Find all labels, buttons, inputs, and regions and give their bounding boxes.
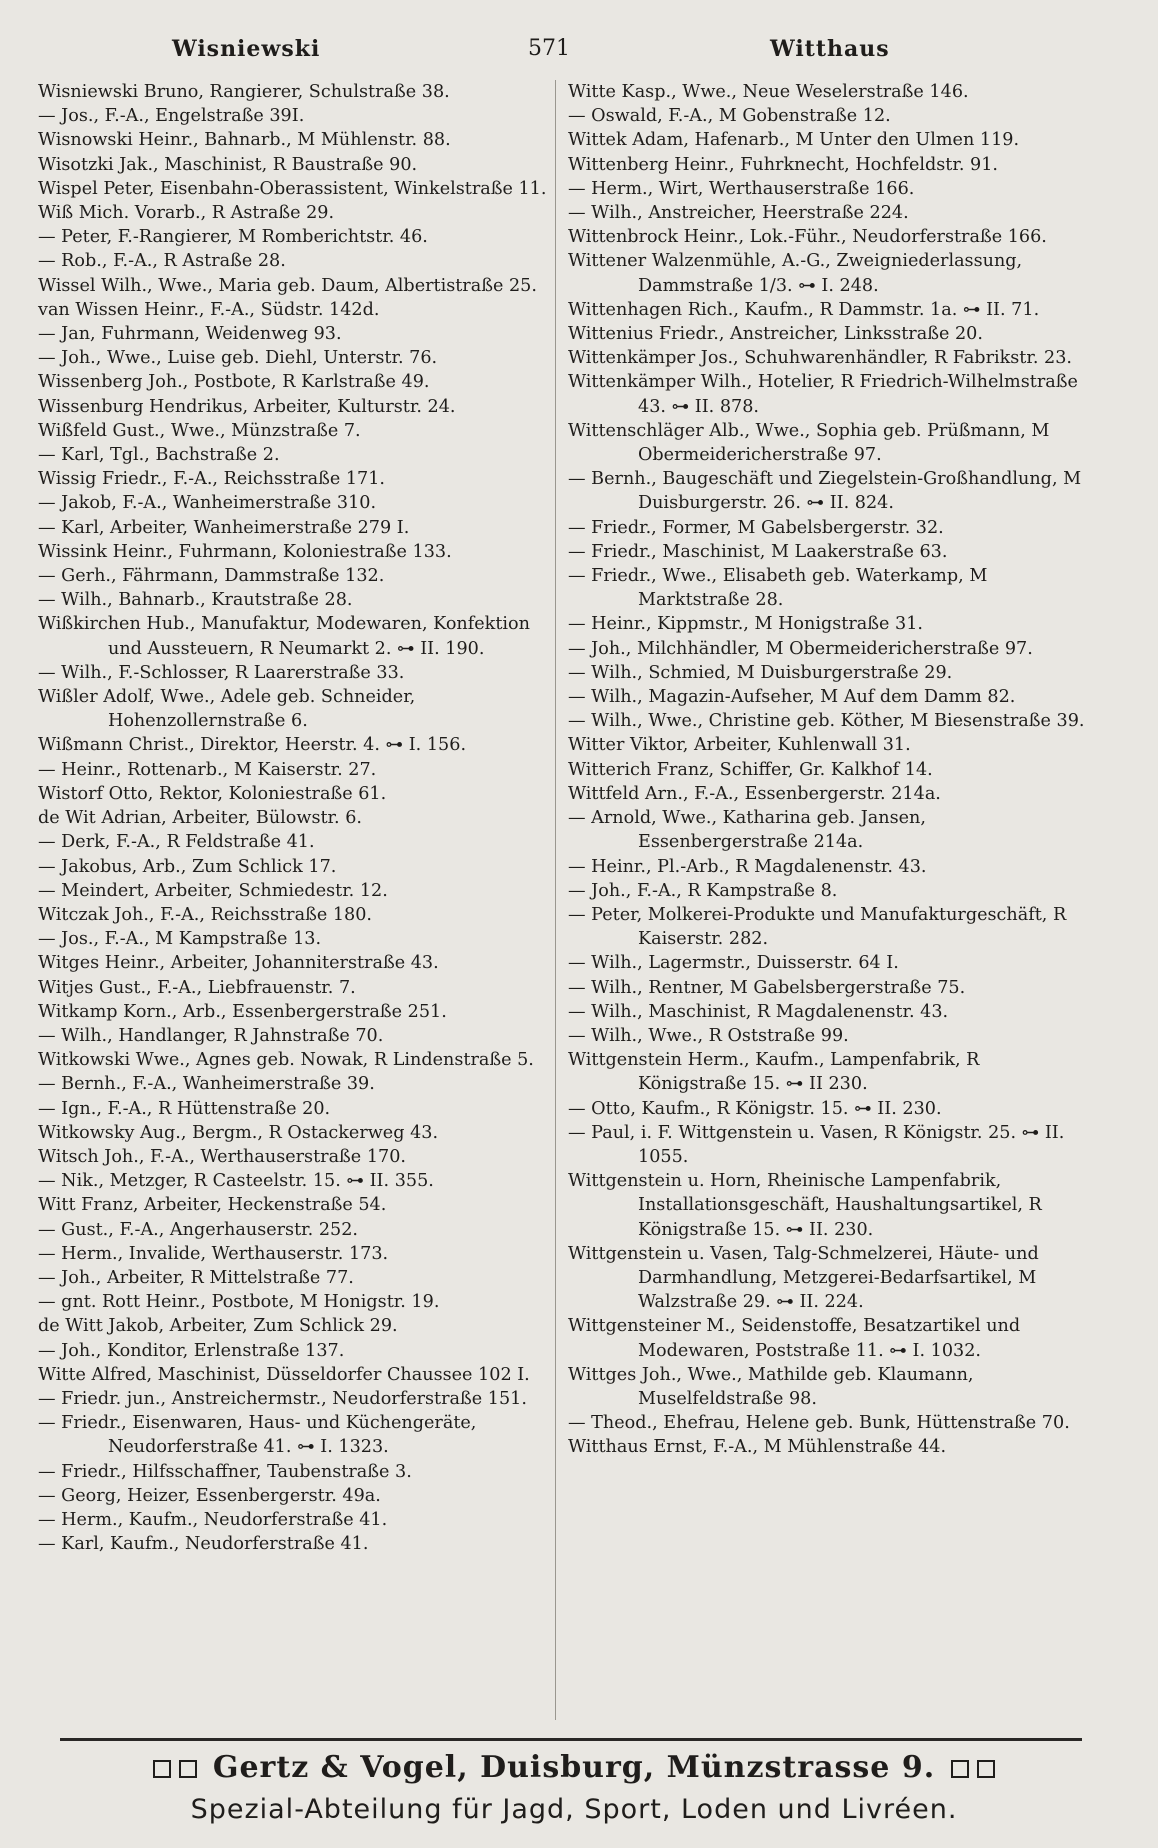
directory-entry: Wittenkämper Jos., Schuhwarenhändler, R Fabrikstr. 23. xyxy=(568,348,1073,369)
directory-entry: Wittenhagen Rich., Kaufm., R Dammstr. 1a. ⊶ II. 71. xyxy=(568,299,1040,320)
directory-entry: — Bernh., Baugeschäft und Ziegelstein-Großhandlung, M Duisburgerstr. 26. ⊶ II. 824. xyxy=(568,469,1082,514)
directory-entry: — Derk, F.-A., R Feldstraße 41. xyxy=(38,832,315,853)
directory-entry: Wittek Adam, Hafenarb., M Unter den Ulmen 119. xyxy=(568,130,1020,151)
directory-entry: — Friedr., Hilfsschaffner, Taubenstraße 3. xyxy=(38,1461,412,1482)
directory-entry: Wittfeld Arn., F.-A., Essenbergerstr. 214a. xyxy=(568,783,941,804)
directory-entry: Wittgenstein Herm., Kaufm., Lampenfabrik, R Königstraße 15. ⊶ II 230. xyxy=(568,1050,980,1095)
directory-entry: Wißmann Christ., Direktor, Heerstr. 4. ⊶ I. 156. xyxy=(38,735,467,756)
directory-entry: — Karl, Kaufm., Neudorferstraße 41. xyxy=(38,1534,369,1555)
directory-entry: — Theod., Ehefrau, Helene geb. Bunk, Hüttenstraße 70. xyxy=(568,1413,1070,1434)
header-right-keyword: Witthaus xyxy=(770,36,890,62)
directory-entry: — Gust., F.-A., Angerhauserstr. 252. xyxy=(38,1219,358,1240)
directory-entry: Wissink Heinr., Fuhrmann, Koloniestraße 133. xyxy=(38,541,452,562)
left-column xyxy=(38,80,558,1556)
directory-entry: — Peter, Molkerei-Produkte und Manufakturgeschäft, R Kaiserstr. 282. xyxy=(568,904,1067,950)
directory-entry: Witte Kasp., Wwe., Neue Weselerstraße 146. xyxy=(568,82,969,102)
directory-entry: Witkowski Wwe., Agnes geb. Nowak, R Lindenstraße 5. xyxy=(38,1050,534,1071)
directory-entry: van Wissen Heinr., F.-A., Südstr. 142d. xyxy=(38,299,380,320)
directory-entry: — Heinr., Rottenarb., M Kaiserstr. 27. xyxy=(38,759,377,780)
directory-entry: — Nik., Metzger, R Casteelstr. 15. ⊶ II. 355. xyxy=(38,1171,434,1192)
square-ornament-icon xyxy=(951,1760,969,1778)
directory-entry: — Paul, i. F. Wittgenstein u. Vasen, R Königstr. 25. ⊶ II. 1055. xyxy=(568,1122,1065,1167)
directory-entry: Wißler Adolf, Wwe., Adele geb. Schneider, Hohenzollernstraße 6. xyxy=(38,687,416,732)
right-column xyxy=(568,80,1088,1460)
directory-entry: Wittenkämper Wilh., Hotelier, R Friedrich-Wilhelmstraße 43. ⊶ II. 878. xyxy=(568,372,1078,417)
directory-entry: Wiß Mich. Vorarb., R Astraße 29. xyxy=(38,203,335,224)
directory-entry: — Jakob, F.-A., Wanheimerstraße 310. xyxy=(38,493,377,514)
directory-entry: Witt Franz, Arbeiter, Heckenstraße 54. xyxy=(38,1195,387,1216)
advert-company: Gertz & Vogel, Duisburg, Münzstrasse 9. xyxy=(212,1750,936,1785)
directory-entry: de Witt Jakob, Arbeiter, Zum Schlick 29. xyxy=(38,1316,398,1337)
directory-entry: Witte Alfred, Maschinist, Düsseldorfer Chaussee 102 I. xyxy=(38,1364,530,1385)
directory-entry: Wispel Peter, Eisenbahn-Oberassistent, Winkelstraße 11. xyxy=(38,178,547,199)
directory-entry: Wissenburg Hendrikus, Arbeiter, Kulturstr. 24. xyxy=(38,396,456,417)
directory-entry: — Otto, Kaufm., R Königstr. 15. ⊶ II. 230. xyxy=(568,1098,942,1119)
directory-entry: — Wilh., Wwe., Christine geb. Köther, M Biesenstraße 39. xyxy=(568,711,1085,732)
directory-entry: Witczak Joh., F.-A., Reichsstraße 180. xyxy=(38,904,373,925)
directory-entry: Wittenberg Heinr., Fuhrknecht, Hochfeldstr. 91. xyxy=(568,154,998,175)
directory-entry: — Gerh., Fährmann, Dammstraße 132. xyxy=(38,566,385,587)
directory-entry: Witter Viktor, Arbeiter, Kuhlenwall 31. xyxy=(568,735,911,756)
directory-entry: — Wilh., Wwe., R Oststraße 99. xyxy=(568,1025,849,1046)
directory-entry: Witkamp Korn., Arb., Essenbergerstraße 251. xyxy=(38,1001,447,1022)
directory-entry: — Karl, Arbeiter, Wanheimerstraße 279 I. xyxy=(38,517,410,538)
directory-entry: — Meindert, Arbeiter, Schmiedestr. 12. xyxy=(38,880,388,901)
directory-entry: — Friedr. jun., Anstreichermstr., Neudorferstraße 151. xyxy=(38,1388,527,1409)
directory-entry: Wissig Friedr., F.-A., Reichsstraße 171. xyxy=(38,469,386,490)
directory-entry: — Joh., F.-A., R Kampstraße 8. xyxy=(568,880,838,901)
directory-entry: Wisotzki Jak., Maschinist, R Baustraße 90. xyxy=(38,154,418,175)
directory-entry: Wittenschläger Alb., Wwe., Sophia geb. Prüßmann, M Obermeidericherstraße 97. xyxy=(568,420,1050,466)
page-number: 571 xyxy=(528,36,570,61)
directory-entry: Witkowsky Aug., Bergm., R Ostackerweg 43. xyxy=(38,1122,439,1143)
directory-entry: Wittener Walzenmühle, A.-G., Zweigniederlassung, Dammstraße 1/3. ⊶ I. 248. xyxy=(568,251,1023,296)
directory-entry: Wissenberg Joh., Postbote, R Karlstraße 49. xyxy=(38,372,430,393)
directory-entry: Witges Heinr., Arbeiter, Johanniterstraße 43. xyxy=(38,953,439,974)
advert-headline xyxy=(54,1750,1094,1794)
directory-entry: — Heinr., Kippmstr., M Honigstraße 31. xyxy=(568,614,923,635)
directory-entry: — Friedr., Wwe., Elisabeth geb. Waterkamp, M Marktstraße 28. xyxy=(568,566,988,611)
square-ornament-icon xyxy=(977,1760,995,1778)
directory-entry: — Rob., F.-A., R Astraße 28. xyxy=(38,251,286,272)
directory-entry: Wisnowski Heinr., Bahnarb., M Mühlenstr. 88. xyxy=(38,130,451,151)
directory-entry: — Oswald, F.-A., M Gobenstraße 12. xyxy=(568,106,891,127)
directory-entry: Wittenius Friedr., Anstreicher, Linksstraße 20. xyxy=(568,324,983,345)
directory-entry: — Wilh., Magazin-Aufseher, M Auf dem Damm 82. xyxy=(568,687,1016,708)
directory-entry: — Joh., Wwe., Luise geb. Diehl, Unterstr. 76. xyxy=(38,348,438,369)
column-divider xyxy=(555,80,556,1720)
directory-entry: — Wilh., Anstreicher, Heerstraße 224. xyxy=(568,203,909,224)
directory-entry: Wissel Wilh., Wwe., Maria geb. Daum, Albertistraße 25. xyxy=(38,275,537,296)
square-ornament-icon xyxy=(153,1760,171,1778)
directory-entry: — Ign., F.-A., R Hüttenstraße 20. xyxy=(38,1098,331,1119)
directory-entry: Wittgenstein u. Horn, Rheinische Lampenfabrik, Installationsgeschäft, Haushaltungsartikel, R Königstraße 15. ⊶ II. 230. xyxy=(568,1171,1042,1240)
directory-entry: — gnt. Rott Heinr., Postbote, M Honigstr. 19. xyxy=(38,1292,440,1313)
directory-entry: de Wit Adrian, Arbeiter, Bülowstr. 6. xyxy=(38,808,362,829)
directory-entry: — Heinr., Pl.-Arb., R Magdalenenstr. 43. xyxy=(568,856,927,877)
directory-entry: — Friedr., Eisenwaren, Haus- und Küchengeräte, Neudorferstraße 41. ⊶ I. 1323. xyxy=(38,1413,477,1458)
directory-entry: Wittgensteiner M., Seidenstoffe, Besatzartikel und Modewaren, Poststraße 11. ⊶ I. 1032. xyxy=(568,1316,1021,1361)
page-header xyxy=(40,28,1090,68)
directory-entry: — Jos., F.-A., Engelstraße 39I. xyxy=(38,106,305,127)
directory-entry: — Joh., Konditor, Erlenstraße 137. xyxy=(38,1340,345,1361)
directory-entry: Witthaus Ernst, F.-A., M Mühlenstraße 44. xyxy=(568,1437,947,1458)
directory-entry: — Wilh., Lagermstr., Duisserstr. 64 I. xyxy=(568,953,899,974)
directory-entry: Witsch Joh., F.-A., Werthauserstraße 170. xyxy=(38,1146,406,1167)
directory-entry: — Wilh., Maschinist, R Magdalenenstr. 43. xyxy=(568,1001,949,1022)
directory-entry: — Wilh., Rentner, M Gabelsbergerstraße 75. xyxy=(568,977,966,998)
directory-entry: — Bernh., F.-A., Wanheimerstraße 39. xyxy=(38,1074,375,1095)
directory-entry: Wistorf Otto, Rektor, Koloniestraße 61. xyxy=(38,783,387,804)
directory-entry: — Wilh., Schmied, M Duisburgerstraße 29. xyxy=(568,662,953,683)
directory-entry: — Jan, Fuhrmann, Weidenweg 93. xyxy=(38,324,342,345)
advert-rule xyxy=(60,1738,1082,1741)
directory-entry: Wittenbrock Heinr., Lok.-Führ., Neudorferstraße 166. xyxy=(568,227,1047,248)
directory-entry: — Joh., Milchhändler, M Obermeidericherstraße 97. xyxy=(568,638,1033,659)
directory-entry: Wißkirchen Hub., Manufaktur, Modewaren, Konfektion und Aussteuern, R Neumarkt 2. ⊶ II. 190. xyxy=(38,614,530,659)
directory-entry: — Herm., Wirt, Werthauserstraße 166. xyxy=(568,178,915,199)
directory-entry: — Karl, Tgl., Bachstraße 2. xyxy=(38,445,280,466)
advert-subline: Spezial-Abteilung für Jagd, Sport, Loden und Livréen. xyxy=(190,1794,958,1825)
directory-entry: Witterich Franz, Schiffer, Gr. Kalkhof 14. xyxy=(568,759,933,780)
directory-entry: — Jos., F.-A., M Kampstraße 13. xyxy=(38,929,322,950)
directory-entry: — Georg, Heizer, Essenbergerstr. 49a. xyxy=(38,1485,381,1506)
directory-entry: — Friedr., Former, M Gabelsbergerstr. 32. xyxy=(568,517,944,538)
directory-entry: — Jakobus, Arb., Zum Schlick 17. xyxy=(38,856,337,877)
directory-entry: — Joh., Arbeiter, R Mittelstraße 77. xyxy=(38,1267,354,1288)
directory-entry: Wißfeld Gust., Wwe., Münzstraße 7. xyxy=(38,420,361,441)
directory-entry: — Herm., Invalide, Werthauserstr. 173. xyxy=(38,1243,389,1264)
directory-entry: — Wilh., F.-Schlosser, R Laarerstraße 33. xyxy=(38,662,405,683)
directory-entry: — Wilh., Bahnarb., Krautstraße 28. xyxy=(38,590,353,611)
square-ornament-icon xyxy=(179,1760,197,1778)
directory-entry: — Herm., Kaufm., Neudorferstraße 41. xyxy=(38,1509,388,1530)
directory-entry: Wittgenstein u. Vasen, Talg-Schmelzerei, Häute- und Darmhandlung, Metzgerei-Bedarfsartikel, M Walzstraße 29. ⊶ II. 224. xyxy=(568,1243,1039,1313)
directory-entry: Wittges Joh., Wwe., Mathilde geb. Klaumann, Muselfeldstraße 98. xyxy=(568,1364,974,1409)
directory-entry: — Wilh., Handlanger, R Jahnstraße 70. xyxy=(38,1025,384,1046)
directory-entry: — Arnold, Wwe., Katharina geb. Jansen, Essenbergerstraße 214a. xyxy=(568,808,926,853)
directory-entry: Wisniewski Bruno, Rangierer, Schulstraße 38. xyxy=(38,82,450,102)
directory-entry: Witjes Gust., F.-A., Liebfrauenstr. 7. xyxy=(38,977,356,998)
directory-entry: — Peter, F.-Rangierer, M Romberichtstr. 46. xyxy=(38,227,428,248)
header-left-keyword: Wisniewski xyxy=(172,36,321,62)
directory-entry: — Friedr., Maschinist, M Laakerstraße 63. xyxy=(568,541,948,562)
